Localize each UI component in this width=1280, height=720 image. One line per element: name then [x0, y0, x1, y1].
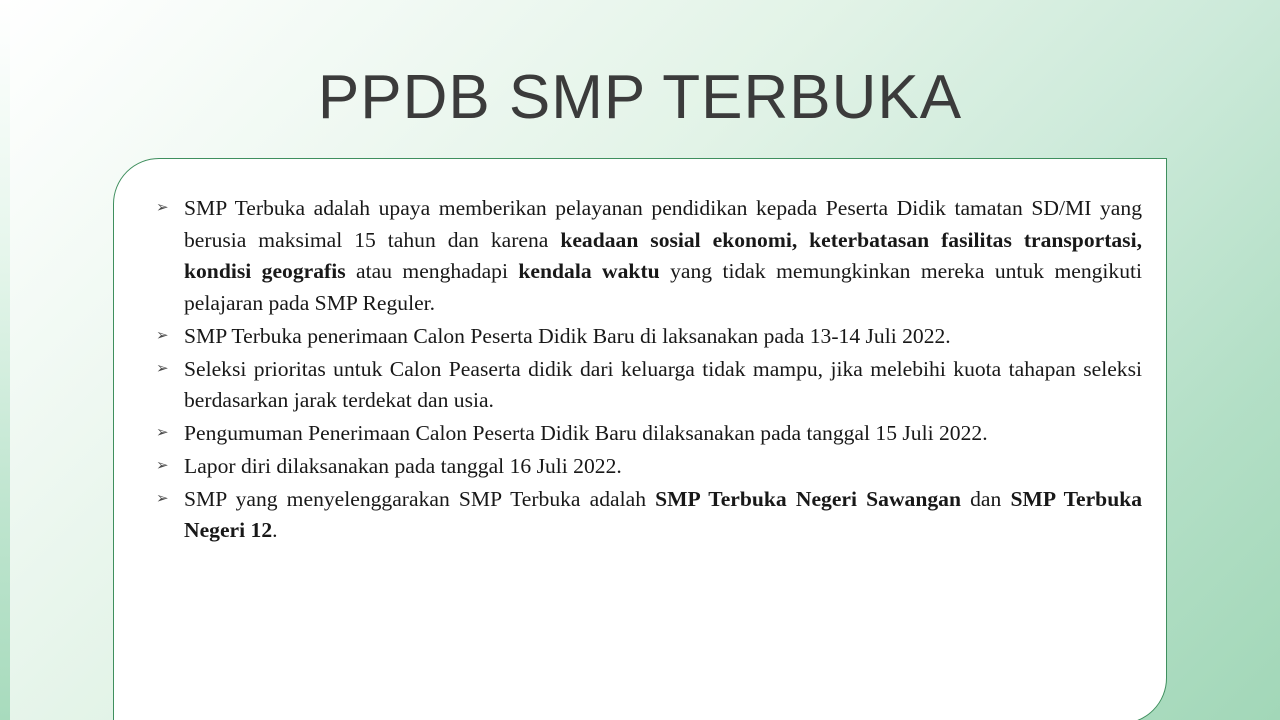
arrow-bullet-icon: ➢	[156, 457, 169, 474]
arrow-bullet-icon: ➢	[156, 360, 169, 377]
list-item	[144, 321, 1142, 353]
list-item-text: Pengumuman Penerimaan Calon Peserta Didik Baru dilaksanakan pada tanggal 15 Juli 2022.	[184, 421, 988, 446]
content-card	[113, 158, 1167, 720]
page-title: PPDB SMP TERBUKA	[317, 62, 963, 132]
list-item	[144, 484, 1142, 547]
list-item-text: SMP Terbuka penerimaan Calon Peserta Didik Baru di laksanakan pada 13-14 Juli 2022.	[184, 323, 951, 348]
list-item	[144, 354, 1142, 417]
arrow-bullet-icon: ➢	[156, 200, 169, 216]
list-item-text: SMP yang menyelenggarakan SMP Terbuka adalah SMP Terbuka Negeri Sawangan dan SMP Terbuka Negeri 12.	[184, 486, 1143, 543]
list-item-text: Seleksi prioritas untuk Calon Peaserta didik dari keluarga tidak mampu, jika melebihi kuota tahapan seleksi berdasarkan jarak terdekat dan usia.	[184, 356, 1142, 413]
bullet-list	[144, 193, 1142, 547]
list-item	[144, 193, 1142, 320]
list-item	[144, 451, 1142, 483]
arrow-bullet-icon: ➢	[156, 490, 169, 507]
list-item-text: SMP Terbuka adalah upaya memberikan pelayanan pendidikan kepada Peserta Didik tamatan SD/MI yang berusia maksimal 15 tahun dan karena keadaan sosial ekonomi, keterbatasan fasilitas transportasi, kondisi geografis atau menghadapi kendala waktu yang tidak memungkinkan mereka untuk mengikuti pelajaran pada SMP Reguler.	[184, 196, 1143, 316]
list-item	[144, 418, 1142, 450]
list-item-text: Lapor diri dilaksanakan pada tanggal 16 Juli 2022.	[184, 453, 622, 478]
arrow-bullet-icon: ➢	[156, 327, 169, 344]
arrow-bullet-icon: ➢	[156, 425, 169, 442]
